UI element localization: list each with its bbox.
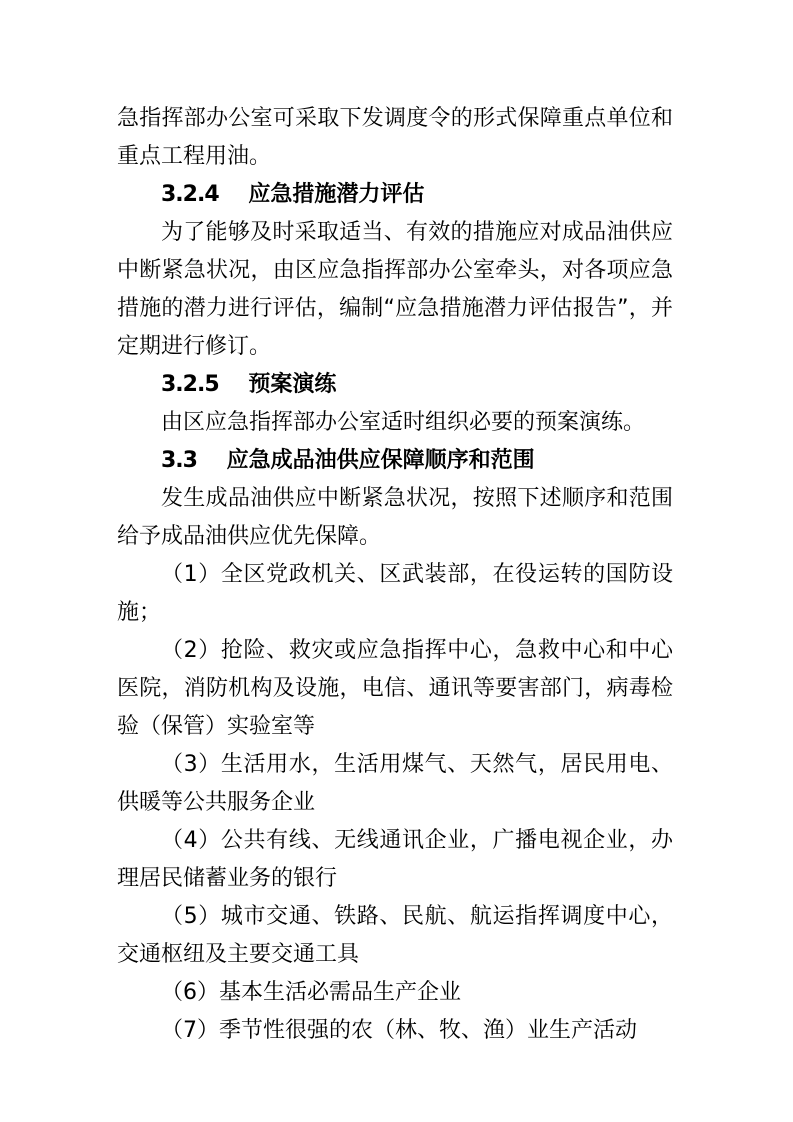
list-item-7: （7）季节性很强的农（林、牧、渔）业生产活动 <box>161 1018 637 1043</box>
section-number: 3.2.5 <box>161 372 219 397</box>
section-title: 应急措施潜力评估 <box>248 182 425 207</box>
list-item-3: （3）生活用水，生活用煤气、天然气，居民用电、供暖等公共服务企业 <box>117 752 673 815</box>
paragraph-continuation: 急指挥部办公室可采取下发调度令的形式保障重点单位和重点工程用油。 <box>117 106 673 169</box>
list-item-1: （1）全区党政机关、区武装部，在役运转的国防设施； <box>117 562 673 625</box>
list-item-4: （4）公共有线、无线通讯企业，广播电视企业，办理居民储蓄业务的银行 <box>117 828 673 891</box>
section-heading-3-2-4 <box>117 176 673 214</box>
paragraph: 由区应急指挥部办公室适时组织必要的预案演练。 <box>161 410 646 435</box>
section-heading-3-3 <box>117 442 673 480</box>
section-title: 预案演练 <box>248 372 337 397</box>
section-number: 3.3 <box>161 448 197 473</box>
paragraph: 发生成品油供应中断紧急状况，按照下述顺序和范围给予成品油供应优先保障。 <box>117 486 673 549</box>
list-item-5: （5）城市交通、铁路、民航、航运指挥调度中心，交通枢纽及主要交通工具 <box>117 904 673 967</box>
section-number: 3.2.4 <box>161 182 219 207</box>
document-content <box>117 100 673 1050</box>
list-item-2: （2）抢险、救灾或应急指挥中心，急救中心和中心医院，消防机构及设施，电信、通讯等要害部门，病毒检验（保管）实验室等 <box>117 638 673 739</box>
section-title: 应急成品油供应保障顺序和范围 <box>226 448 535 473</box>
section-heading-3-2-5 <box>117 366 673 404</box>
list-item-6: （6）基本生活必需品生产企业 <box>161 980 461 1005</box>
paragraph: 为了能够及时采取适当、有效的措施应对成品油供应中断紧急状况，由区应急指挥部办公室牵头，对各项应急措施的潜力进行评估，编制“应急措施潜力评估报告”，并定期进行修订。 <box>117 220 673 359</box>
